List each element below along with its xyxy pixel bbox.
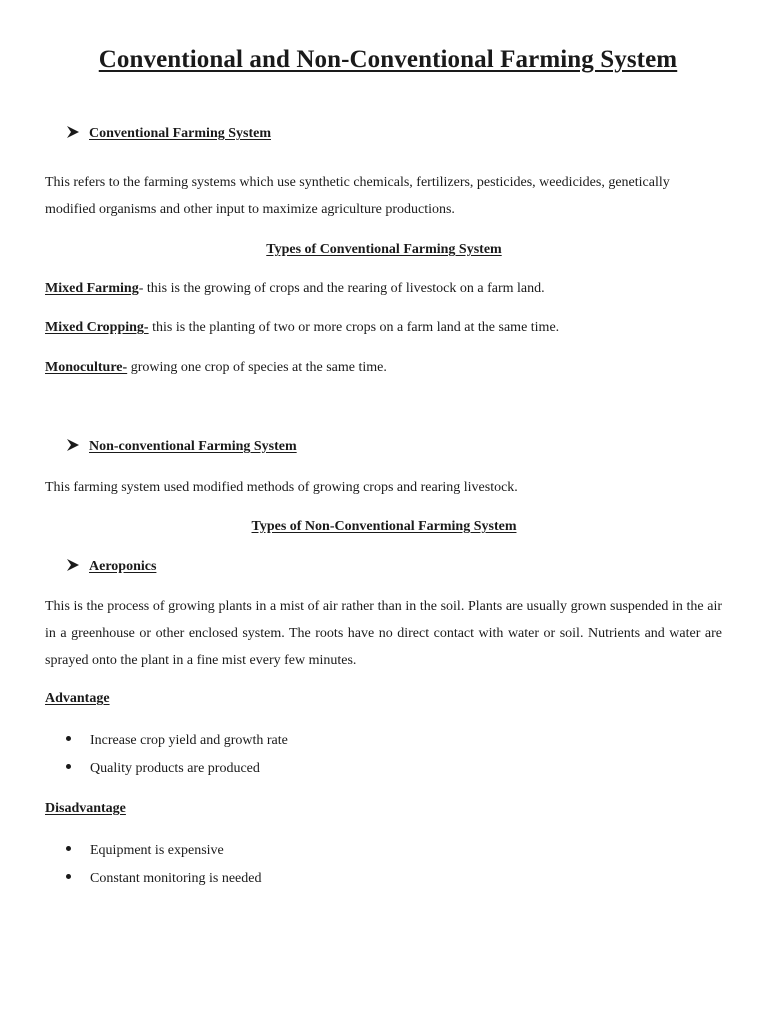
page-title: Conventional and Non-Conventional Farming System (98, 46, 678, 73)
round-bullet-icon (66, 874, 71, 879)
type-term: Monoculture- (45, 360, 128, 375)
advantage-heading: Advantage (45, 691, 110, 706)
arrowhead-bullet-icon (67, 439, 79, 451)
list-item (66, 871, 261, 887)
conventional-intro: This refers to the farming systems which use synthetic chemicals, fertilizers, pesticides, weedicides, genetically modified organisms and other input to maximize agriculture productions. (45, 175, 670, 217)
section-heading-conventional-label: Conventional Farming System (89, 126, 271, 141)
non-conventional-intro: This farming system used modified methods of growing crops and rearing livestock. (45, 480, 518, 495)
list-item-label: Equipment is expensive (90, 843, 224, 858)
subsection-heading-aeroponics (67, 559, 156, 575)
disadvantage-heading: Disadvantage (45, 801, 126, 816)
round-bullet-icon (66, 736, 71, 741)
arrowhead-bullet-icon (67, 126, 79, 138)
round-bullet-icon (66, 764, 71, 769)
conventional-types-heading: Types of Conventional Farming System (266, 242, 502, 257)
list-item (66, 761, 260, 777)
type-item-mixed-cropping (45, 320, 559, 336)
arrowhead-bullet-icon (67, 559, 79, 571)
type-item-monoculture (45, 360, 387, 376)
list-item-label: Constant monitoring is needed (90, 871, 262, 886)
round-bullet-icon (66, 846, 71, 851)
type-desc: - this is the growing of crops and the rearing of livestock on a farm land. (138, 281, 545, 296)
section-heading-conventional (67, 126, 271, 142)
list-item (66, 843, 224, 859)
aeroponics-description: This is the process of growing plants in a mist of air rather than in the soil. Plants are usually grown suspended in the air in a greenhouse or other enclosed system. The roots have no direct contact with water or soil. Nutrients and water are sprayed onto the plant in a fine mist every few minutes. (45, 599, 722, 668)
list-item-label: Quality products are produced (90, 761, 260, 776)
non-conventional-types-heading: Types of Non-Conventional Farming System (251, 519, 517, 534)
type-term: Mixed Cropping- (45, 320, 149, 335)
list-item-label: Increase crop yield and growth rate (90, 733, 288, 748)
type-desc: growing one crop of species at the same time. (127, 360, 387, 375)
type-item-mixed-farming (45, 281, 545, 297)
subsection-heading-aeroponics-label: Aeroponics (89, 559, 157, 574)
type-term: Mixed Farming (45, 281, 139, 296)
list-item (66, 733, 288, 749)
section-heading-non-conventional-label: Non-conventional Farming System (89, 439, 297, 454)
type-desc: this is the planting of two or more crops on a farm land at the same time. (148, 320, 560, 335)
section-heading-non-conventional (67, 439, 297, 455)
